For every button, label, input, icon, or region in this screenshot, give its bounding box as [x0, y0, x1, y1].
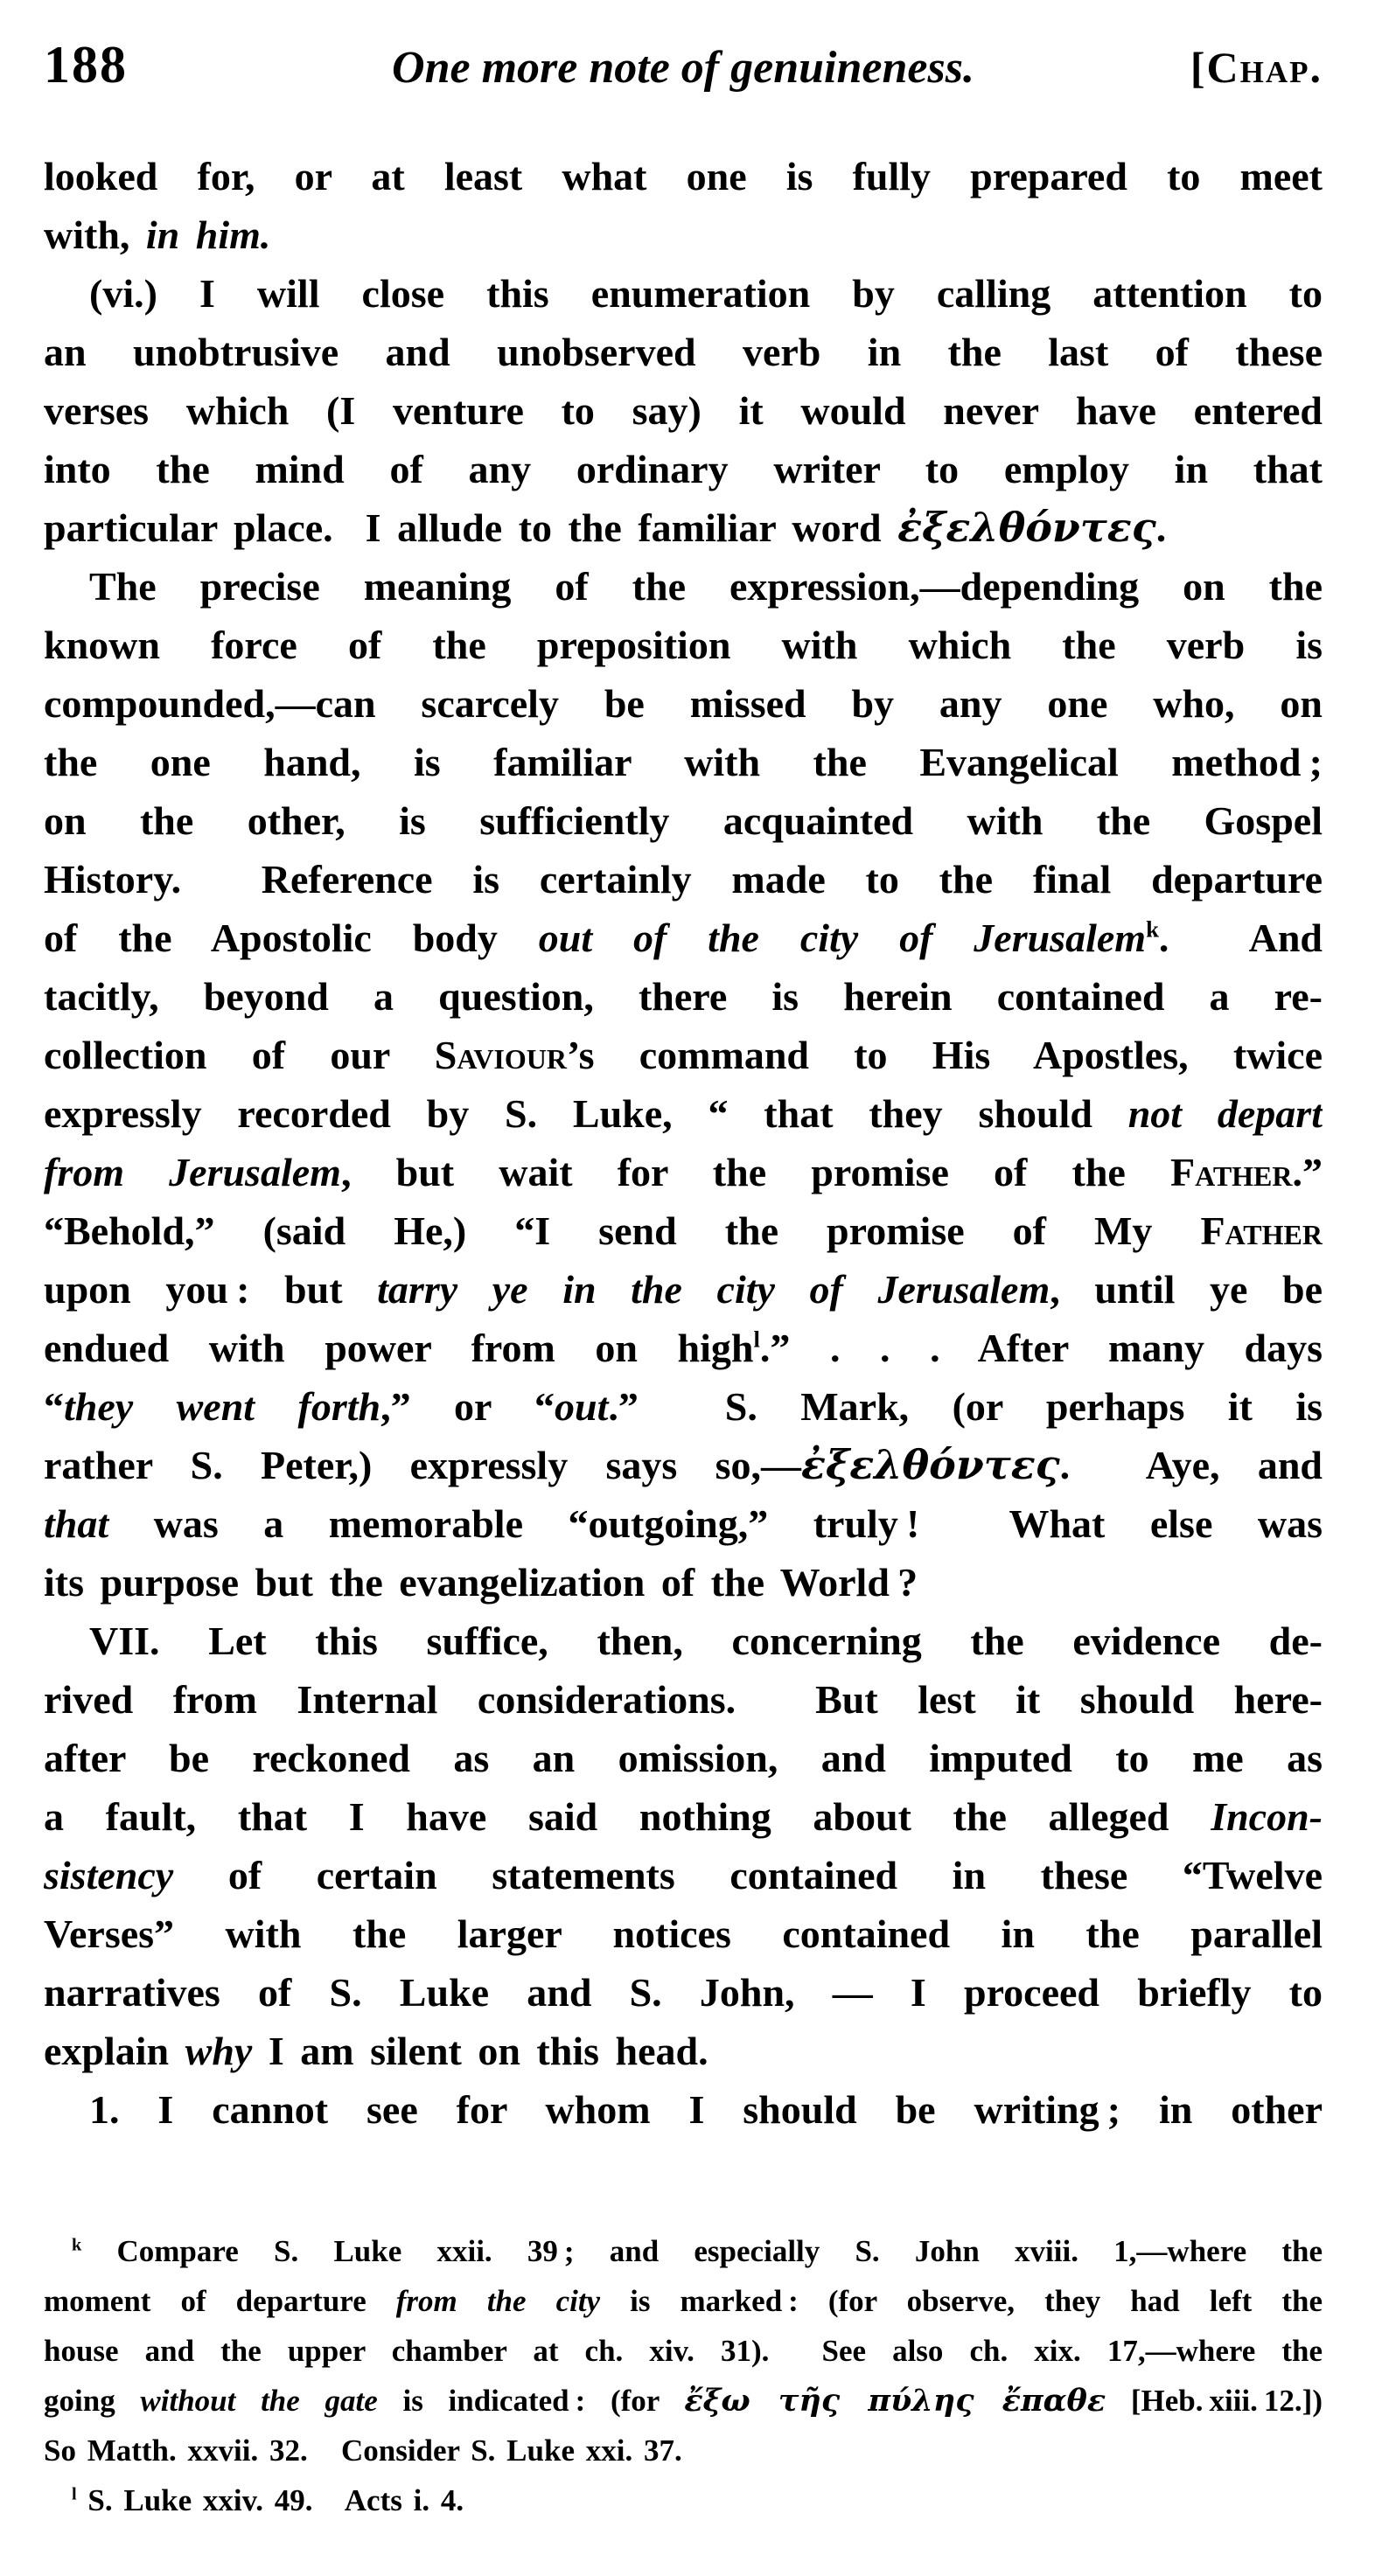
text-line	[44, 1084, 1323, 1143]
text-line	[44, 2376, 1323, 2426]
text-line	[44, 791, 1323, 850]
text-segment: from the city	[395, 2284, 601, 2318]
text-segment: I am silent on this head.	[252, 2029, 708, 2073]
page-number: 188	[44, 36, 128, 94]
text-line	[44, 1026, 1323, 1084]
text-segment: VII. Let this suffice, then, concerning the evidence de-	[89, 1619, 1323, 1663]
text-line	[44, 1963, 1323, 2022]
body-text	[44, 147, 1323, 2139]
text-segment: History. Reference is certainly made to the final departure	[44, 857, 1323, 902]
text-line	[44, 1787, 1323, 1846]
text-segment: of the Apostolic body	[44, 916, 539, 960]
text-segment: . Aye, and	[1059, 1443, 1323, 1487]
text-segment: “Behold,” (said He,) “I send the promise of My	[44, 1208, 1201, 1253]
text-line	[44, 557, 1323, 616]
footnote-marker: k	[1146, 916, 1159, 943]
text-segment: out	[555, 1384, 609, 1429]
text-line	[44, 1260, 1323, 1319]
text-line	[44, 381, 1323, 440]
text-line	[44, 2022, 1323, 2080]
text-segment: is marked : (for observe, they had left the	[600, 2284, 1323, 2318]
text-segment: in him.	[145, 212, 271, 257]
text-segment: house and the upper chamber at ch. xiv. 31). See also ch. xix. 17,—where the	[44, 2334, 1323, 2368]
text-segment: into the mind of any ordinary writer to employ in that	[44, 447, 1323, 491]
text-line	[44, 1143, 1323, 1201]
text-segment: verses which (I venture to say) it would never have entered	[44, 388, 1323, 433]
text-line	[44, 850, 1323, 909]
text-segment: rather S. Peter,) expressly says so,—	[44, 1443, 802, 1487]
text-segment: on the other, is sufficiently acquainted with the Gospel	[44, 798, 1323, 843]
footnotes	[44, 2226, 1323, 2525]
text-segment: “	[44, 1384, 64, 1429]
text-segment: [Heb. xiii. 12.])	[1106, 2384, 1323, 2418]
text-line	[44, 2326, 1323, 2376]
text-line	[44, 2475, 1323, 2525]
text-segment: ἐξελθόντες	[897, 504, 1156, 551]
text-segment: . And	[1158, 916, 1323, 960]
footnote-marker: l	[753, 1326, 760, 1353]
text-segment: sistency	[44, 1853, 174, 1897]
text-segment: not depart	[1127, 1091, 1323, 1136]
text-line	[44, 674, 1323, 733]
text-segment: .”	[1292, 1150, 1323, 1194]
text-segment: Saviour	[434, 1033, 567, 1077]
chapter-marker: [Chap.	[1190, 43, 1323, 92]
text-line	[44, 733, 1323, 791]
text-segment: going	[44, 2384, 141, 2418]
text-segment: compounded,—can scarcely be missed by any one who, on	[44, 681, 1323, 726]
text-segment: collection of our	[44, 1033, 435, 1077]
text-line	[44, 205, 1323, 264]
text-line	[44, 147, 1323, 205]
text-segment: why	[185, 2029, 253, 2073]
text-line	[44, 498, 1323, 557]
text-segment: without the gate	[140, 2384, 378, 2418]
text-segment: that	[44, 1501, 109, 1546]
text-segment: after be reckoned as an omission, and imputed to me as	[44, 1736, 1323, 1780]
text-segment: the one hand, is familiar with the Evangelical method ;	[44, 740, 1323, 784]
text-segment: So Matth. xxvii. 32. Consider S. Luke xxi. 37.	[44, 2433, 682, 2468]
text-line	[44, 616, 1323, 674]
text-segment: ’s command to His Apostles, twice	[567, 1033, 1323, 1077]
text-segment: an unobtrusive and unobserved verb in the last of these	[44, 330, 1323, 374]
text-segment: with,	[44, 212, 146, 257]
text-line	[44, 440, 1323, 498]
text-line	[44, 1436, 1323, 1494]
text-segment: The precise meaning of the expression,—depending on the	[89, 564, 1323, 609]
text-line	[44, 1729, 1323, 1787]
text-segment: , until ye be	[1050, 1267, 1323, 1312]
footnote-marker: k	[72, 2235, 82, 2255]
text-segment: is indicated : (for	[377, 2384, 685, 2418]
text-segment: , but wait for the promise of the	[340, 1150, 1170, 1194]
text-segment: .” . . . After many days	[759, 1326, 1323, 1370]
text-line	[44, 1319, 1323, 1377]
text-segment: endued with power from on high	[44, 1326, 754, 1370]
text-segment: narratives of S. Luke and S. John, — I proceed briefly to	[44, 1970, 1323, 2015]
text-line	[44, 264, 1323, 323]
text-line	[44, 1377, 1323, 1436]
text-line	[44, 967, 1323, 1026]
text-line	[44, 1846, 1323, 1904]
running-header	[44, 35, 1323, 103]
text-segment: upon you : but	[44, 1267, 378, 1312]
text-line	[44, 2080, 1323, 2139]
text-segment: was a memorable “outgoing,” truly ! What else was	[108, 1501, 1323, 1546]
text-line	[44, 1201, 1323, 1260]
text-line	[44, 2426, 1323, 2475]
text-segment: Father	[1200, 1208, 1323, 1253]
text-segment: rived from Internal considerations. But lest it should here-	[44, 1677, 1323, 1722]
text-line	[44, 323, 1323, 381]
text-segment: particular place. I allude to the familiar word	[44, 505, 898, 550]
footnote-marker: l	[72, 2484, 77, 2504]
text-segment: tacitly, beyond a question, there is herein contained a re-	[44, 974, 1323, 1019]
text-line	[44, 1553, 1323, 1612]
text-segment: they went forth	[64, 1384, 381, 1429]
text-segment: Compare S. Luke xxii. 39 ; and especially S. John xviii. 1,—where the	[81, 2234, 1323, 2268]
text-segment: Verses” with the larger notices contained in the parallel	[44, 1911, 1323, 1956]
text-segment: .	[1155, 505, 1167, 550]
text-segment: known force of the preposition with which the verb is	[44, 623, 1323, 667]
text-segment: ἐξελθόντες	[801, 1441, 1060, 1488]
text-line	[44, 1494, 1323, 1553]
text-segment: looked for, or at least what one is fully prepared to meet	[44, 154, 1323, 198]
text-segment: of certain statements contained in these “Twelve	[173, 1853, 1323, 1897]
text-segment: a fault, that I have said nothing about the alleged	[44, 1794, 1211, 1839]
text-segment: expressly recorded by S. Luke, “ that they should	[44, 1091, 1128, 1136]
text-segment: out of the city of Jerusalem	[538, 916, 1147, 960]
running-title: One more note of genuineness.	[392, 43, 974, 93]
text-segment: explain	[44, 2029, 185, 2073]
text-line	[44, 1670, 1323, 1729]
text-line	[44, 1904, 1323, 1963]
text-segment: from Jerusalem	[44, 1150, 341, 1194]
text-segment: (vi.) I will close this enumeration by calling attention to	[89, 271, 1323, 316]
text-segment: ἔξω τῆς πύλης ἔπαθε	[684, 2383, 1106, 2419]
text-segment: Father	[1169, 1150, 1293, 1194]
text-segment: Incon-	[1211, 1794, 1323, 1839]
text-segment: ,” or “	[380, 1384, 555, 1429]
text-line	[44, 2226, 1323, 2276]
text-segment: moment of departure	[44, 2284, 396, 2318]
text-line	[44, 2276, 1323, 2326]
text-segment: .” S. Mark, (or perhaps it is	[608, 1384, 1323, 1429]
text-segment: tarry ye in the city of Jerusalem	[377, 1267, 1050, 1312]
text-segment: its purpose but the evangelization of the World ?	[44, 1560, 918, 1605]
text-segment: S. Luke xxiv. 49. Acts i. 4.	[76, 2483, 464, 2517]
text-segment: 1. I cannot see for whom I should be writing ; in other	[89, 2087, 1323, 2132]
text-line	[44, 909, 1323, 967]
text-line	[44, 1612, 1323, 1670]
